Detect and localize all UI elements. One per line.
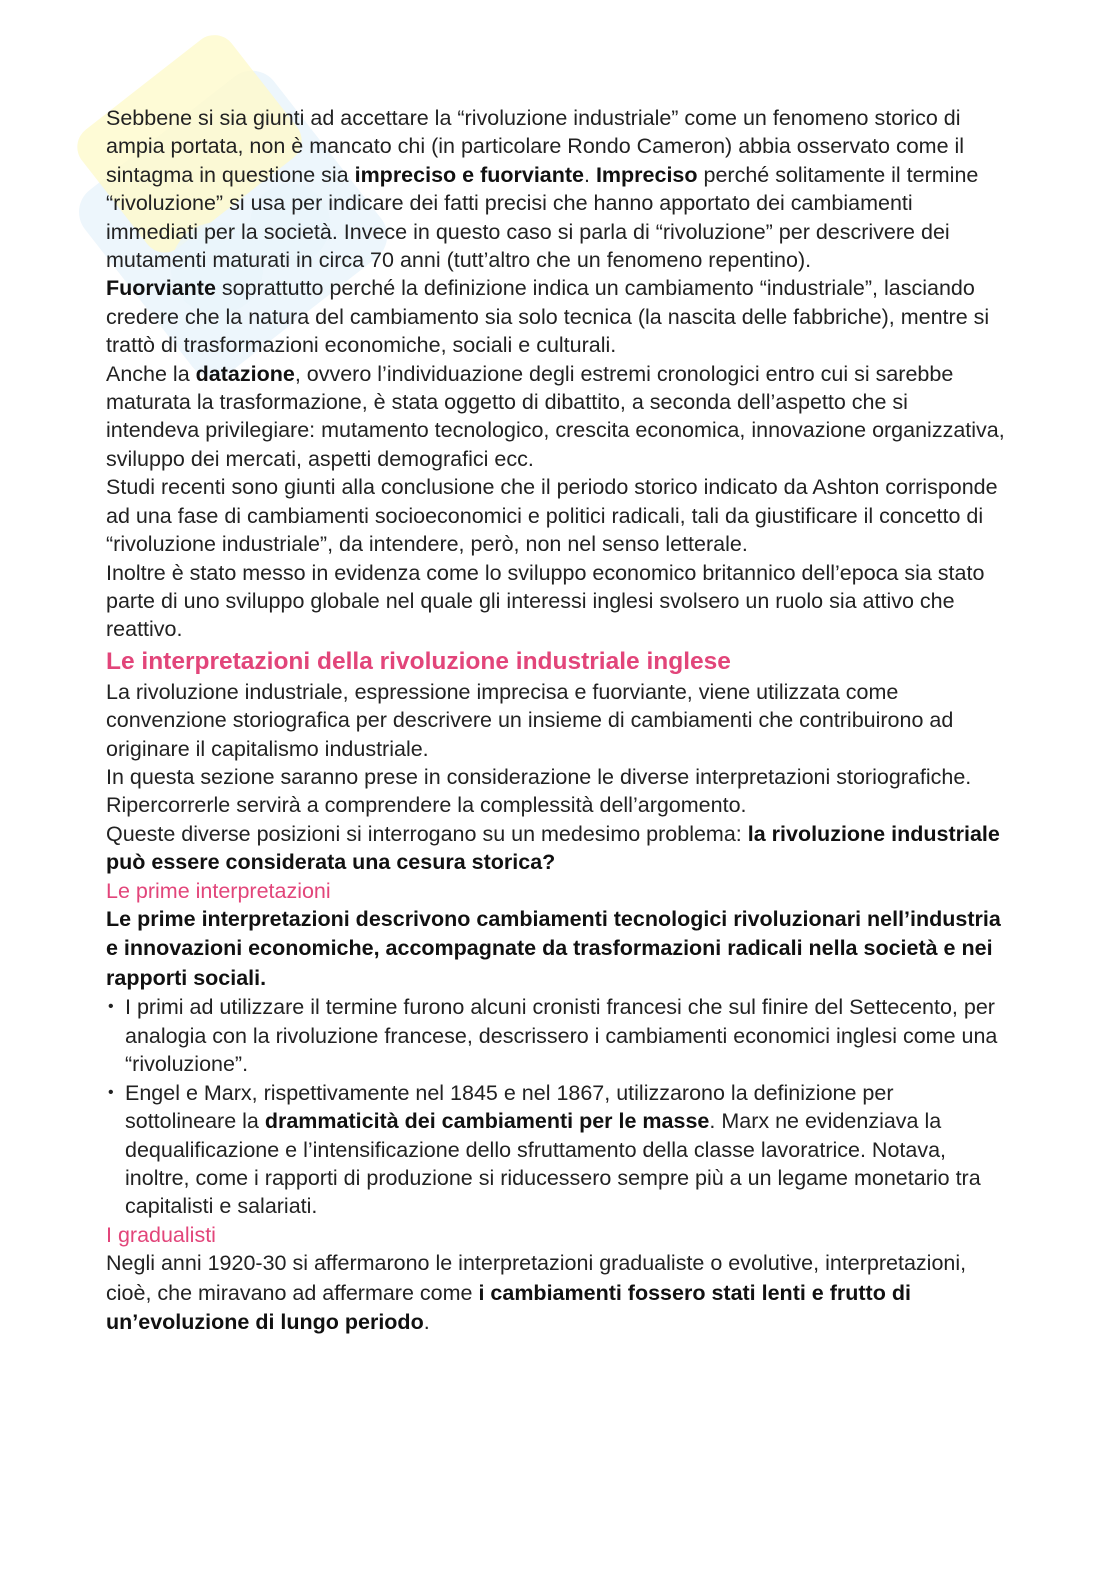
- bullet-list: [106, 993, 1006, 1220]
- lead-paragraph: Le prime interpretazioni descrivono cambiamenti tecnologici rivoluzionari nell’industria e innovazioni economiche, accompagnate da trasformazioni radicali nella società e nei rapporti sociali.: [106, 906, 1001, 990]
- paragraph-2: Fuorviante soprattutto perché la definizione indica un cambiamento “industriale”, lasciando credere che la natura del cambiamento sia solo tecnica (la nascita delle fabbriche), mentre si trattò di trasformazioni economiche, sociali e culturali.: [106, 276, 990, 358]
- bullet-icon: •: [108, 998, 114, 1016]
- subheading-gradualisti: I gradualisti: [106, 1222, 216, 1247]
- section-heading: Le interpretazioni della rivoluzione industriale inglese: [106, 647, 731, 675]
- paragraph-8: Queste diverse posizioni si interrogano su un medesimo problema: la rivoluzione industriale può essere considerata una cesura storica?: [106, 821, 1000, 875]
- bullet-icon: •: [108, 1083, 114, 1101]
- paragraph-1: Sebbene si sia giunti ad accettare la “rivoluzione industriale” come un fenomeno storico di ampia portata, non è mancato chi (in particolare Rondo Cameron) abbia osservato come il sintagma in questione sia impreciso e fuorviante. Impreciso perché solitamente il termine “rivoluzione” si usa per indicare dei fatti precisi che hanno apportato dei cambiamenti immediati per la società. Invece in questo caso si parla di “rivoluzione” per descrivere dei mutamenti maturati in circa 70 anni (tutt’altro che un fenomeno repentino).: [106, 106, 979, 273]
- document-body: [106, 104, 1006, 1338]
- paragraph-6: La rivoluzione industriale, espressione imprecisa e fuorviante, viene utilizzata come convenzione storiografica per descrivere un insieme di cambiamenti che contribuirono ad originare il capitalismo industriale.: [106, 679, 954, 761]
- list-item: • I primi ad utilizzare il termine furono alcuni cronisti francesi che sul finire del Settecento, per analogia con la rivoluzione francese, descrissero i cambiamenti economici inglesi come una “rivoluzione”.: [108, 995, 998, 1077]
- paragraph-4: Studi recenti sono giunti alla conclusione che il periodo storico indicato da Ashton corrisponde ad una fase di cambiamenti socioeconomici e politici radicali, tali da giustificare il concetto di “rivoluzione industriale”, da intendere, però, non nel senso letterale.: [106, 475, 998, 557]
- subheading-prime-interpretazioni: Le prime interpretazioni: [106, 878, 331, 903]
- paragraph-5: Inoltre è stato messo in evidenza come lo sviluppo economico britannico dell’epoca sia stato parte di uno sviluppo globale nel quale gli interessi inglesi svolsero un ruolo sia attivo che reattivo.: [106, 560, 985, 642]
- paragraph-3: Anche la datazione, ovvero l’individuazione degli estremi cronologici entro cui si sarebbe maturata la trasformazione, è stata oggetto di dibattito, a seconda dell’aspetto che si intendeva privilegiare: mutamento tecnologico, crescita economica, innovazione organizzativa, sviluppo dei mercati, aspetti demografici ecc.: [106, 361, 1005, 471]
- list-item: • Engel e Marx, rispettivamente nel 1845 e nel 1867, utilizzarono la definizione per sottolineare la drammaticità dei cambiamenti per le masse. Marx ne evidenziava la dequalificazione e l’intensificazione dello sfruttamento della classe lavoratrice. Notava, inoltre, come i rapporti di produzione si riducessero sempre più a un legame monetario tra capitalisti e salariati.: [108, 1080, 981, 1219]
- paragraph-7: In questa sezione saranno prese in considerazione le diverse interpretazioni storiografiche. Ripercorrerle servirà a comprendere la complessità dell’argomento.: [106, 764, 972, 818]
- paragraph-9: Negli anni 1920-30 si affermarono le interpretazioni gradualiste o evolutive, interpretazioni, cioè, che miravano ad affermare come i cambiamenti fossero stati lenti e frutto di un’evoluzione di lungo periodo.: [106, 1251, 967, 1335]
